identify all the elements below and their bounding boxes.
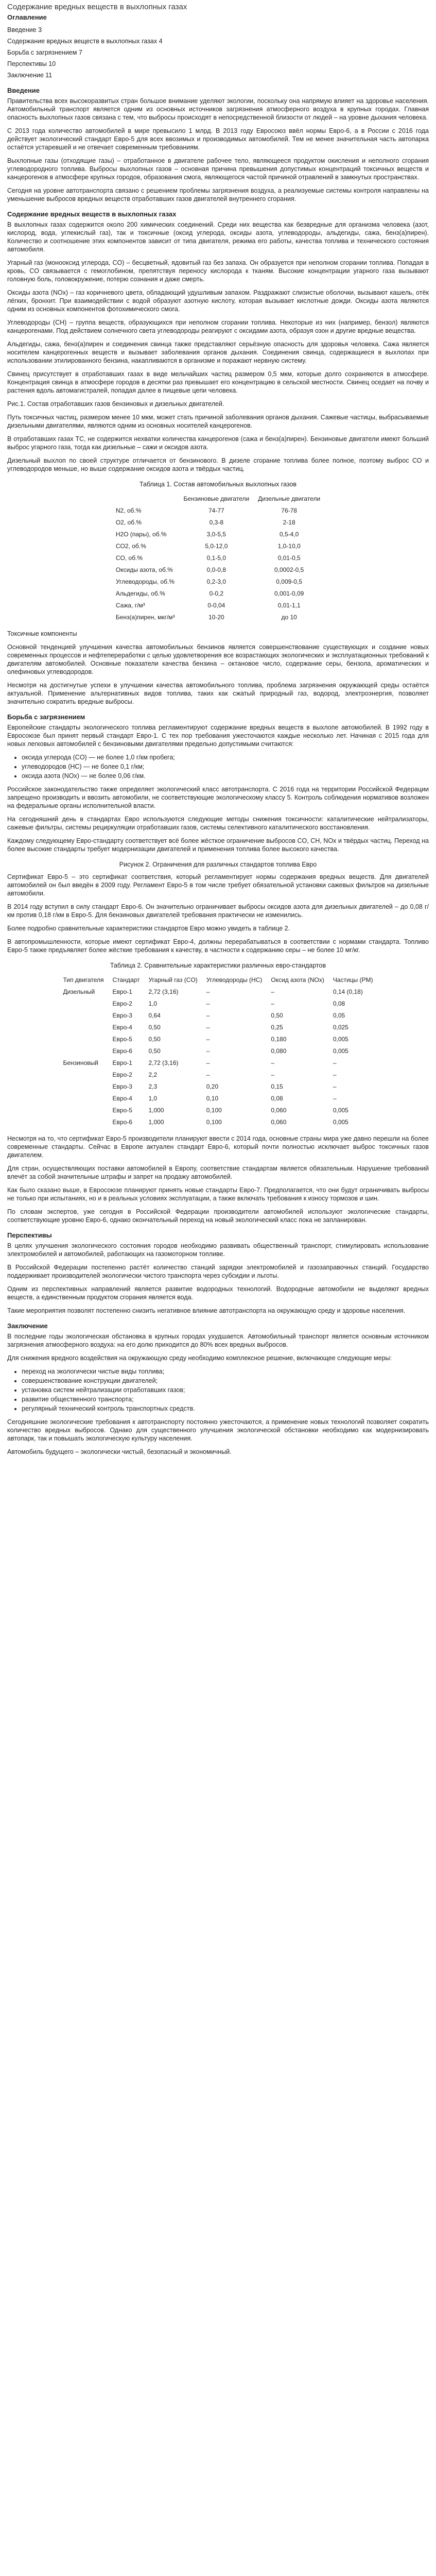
- table-cell: Бензиновый: [59, 1057, 108, 1069]
- table-cell: 74-77: [179, 505, 254, 517]
- table-cell: 0,005: [328, 1116, 377, 1128]
- paragraph: Каждому следующему Евро-стандарту соответствует всё более жёсткое ограничение выбросов CO, CH, NOx и твёрдых частиц. Переход на более высокие стандарты требует модернизации двигателей и применения топлива более высокого качества.: [7, 837, 429, 853]
- toc-link-content[interactable]: Содержание вредных веществ в выхлопных газах 4: [7, 38, 163, 45]
- paragraph: Сегодня на уровне автотранспорта связано с решением проблемы загрязнения воздуха, а реализуемые системы контроля направлены на уменьшение выбросов вредных веществ отработавших газов двигателей внутреннего сгорания.: [7, 187, 429, 202]
- table-row: [111, 505, 324, 517]
- figure-caption-2: Рисунок 2. Ограничения для различных стандартов топлива Евро: [119, 861, 317, 868]
- table-cell: 2,72 (3,16): [144, 986, 202, 998]
- table-header-cell: Стандарт: [108, 974, 144, 986]
- table-cell: 1,0: [144, 998, 202, 1010]
- toc-link-conclusion[interactable]: Заключение 11: [7, 72, 53, 79]
- paragraph: Такие мероприятия позволят постепенно снизить негативное влияние автотранспорта на окружающую среду и здоровье населения.: [7, 1307, 406, 1314]
- table-cell: –: [202, 1057, 267, 1069]
- paragraph: Оксиды азота (NOx) – газ коричневого цвета, обладающий удушливым запахом. Раздражают слизистые оболочки, вызывают кашель, отёк лёгких, бронхит. При взаимодействии с водой образуют азотную кислоту, которая вызывает кислотные дожди. Оксиды азота являются одним из основных компонентов фотохимического смога.: [7, 289, 429, 313]
- paragraph: Правительства всех высокоразвитых стран большое внимание уделяют экологии, поскольку она напрямую влияет на здоровье населения. Автомобильный транспорт является одним из основных источников загрязнения атмосферного воздуха в крупных городах. Главная опасность выхлопных газов связана с тем, что выбросы происходят в непосредственной близости от людей – на уровне дыхания человека.: [7, 97, 429, 121]
- table-cell: 0,100: [202, 1116, 267, 1128]
- table-header-cell: Частицы (PM): [328, 974, 377, 986]
- table-row: [59, 1010, 377, 1022]
- table-cell: Дизельный: [59, 986, 108, 998]
- table-cell: –: [202, 1022, 267, 1033]
- table-cell: 2,3: [144, 1081, 202, 1093]
- table-cell: 0,1-5,0: [179, 552, 254, 564]
- toc-link-intro[interactable]: Введение 3: [7, 26, 42, 33]
- paragraph: Как было сказано выше, в Евросоюзе планируют принять новые стандарты Евро-7. Предполагается, что они будут ограничивать выбросы не только при испытаниях, но и в реальных условиях эксплуатации, а также включать требования к износу тормозов и шин.: [7, 1187, 429, 1202]
- paragraph: Свинец присутствует в отработавших газах в виде мельчайших частиц размером 0,5 мкм, которые долго сохраняются в атмосфере. Концентрация свинца в атмосфере городов в десятки раз превышает его концентрацию в сельской местности. Свинец оседает на почву и растения вдоль автомагистралей, попадая далее в пищевые цепи человека.: [7, 370, 429, 394]
- figure-caption-1: Рис.1. Состав отработавших газов бензиновых и дизельных двигателей.: [7, 400, 224, 408]
- table-cell: 0,50: [144, 1022, 202, 1033]
- measures-list: [7, 1367, 429, 1413]
- table-row: [59, 1069, 377, 1081]
- list-item: • совершенствование конструкции двигателей;: [22, 1377, 429, 1385]
- table-of-contents: [7, 26, 429, 79]
- table-cell: –: [202, 1069, 267, 1081]
- table-note: Токсичные компоненты: [7, 630, 77, 637]
- paragraph: В Российской Федерации постепенно растёт количество станций зарядки электромобилей и газозаправочных станций. Государство поддерживает производителей экологически чистого транспорта через субсидии и льготы.: [7, 1264, 429, 1279]
- paragraph: По словам экспертов, уже сегодня в Российской Федерации производители автомобилей используют экологические стандарты, соответствующие уровню Евро-6, однако окончательный переход на новый экологический класс пока не запланирован.: [7, 1208, 429, 1224]
- table-cell: –: [202, 1045, 267, 1057]
- paragraph: Для стран, осуществляющих поставки автомобилей в Европу, соответствие стандартам является обязательным. Нарушение требований влечёт за собой значительные штрафы и запрет на продажу автомобилей.: [7, 1165, 429, 1180]
- table-cell: 1,0-10,0: [254, 540, 325, 552]
- list-item: • углеводородов (HC) — не более 0,1 г/км;: [22, 762, 429, 771]
- paragraph: Российское законодательство также определяет экологический класс автотранспорта. С 2016 года на территории Российской Федерации запрещено производить и ввозить автомобили, не соответствующие экологическому классу 5. Контроль соблюдения нормативов возложен на федеральные органы исполнительной власти.: [7, 786, 429, 809]
- table-row: [59, 1022, 377, 1033]
- table-cell: [59, 1033, 108, 1045]
- table-row: [111, 517, 324, 529]
- table-row: [59, 1116, 377, 1128]
- table-row: [59, 1081, 377, 1093]
- table-cell: [59, 1045, 108, 1057]
- table-cell: Евро-5: [108, 1033, 144, 1045]
- table-cell: CO2, об.%: [111, 540, 179, 552]
- paragraph: Дизельный выхлоп по своей структуре отличается от бензинового. В дизеле сгорание топлива более полное, поэтому выброс СО и углеводородов меньше, но выше содержание оксидов азота и твёрдых частиц.: [7, 457, 429, 472]
- table-cell: 0,025: [328, 1022, 377, 1033]
- exhaust-composition-table: [111, 493, 325, 623]
- paragraph: Сертификат Евро-5 – это сертификат соответствия, который регламентирует нормы содержания вредных веществ. Для двигателей автомобилей он был введён в 2009 году. Регламент Евро-5 в том числе требует обязательной установки сажевых фильтров на дизельные автомобили.: [7, 873, 429, 897]
- list-item: • регулярный технический контроль транспортных средств.: [22, 1404, 429, 1413]
- table-cell: 1,000: [144, 1105, 202, 1116]
- table-header-cell: Бензиновые двигатели: [179, 493, 254, 505]
- list-item: • оксида углерода (CO) — не более 1,0 г/км пробега;: [22, 753, 429, 761]
- paragraph: В последние годы экологическая обстановка в крупных городах ухудшается. Автомобильный транспорт является основным источником загрязнения атмосферного воздуха: на его долю приходится до 80% всех вредных выбросов.: [7, 1333, 429, 1348]
- table-cell: 0,005: [328, 1105, 377, 1116]
- table-cell: 0,01-1,1: [254, 600, 325, 612]
- table-cell: до 10: [254, 612, 325, 623]
- table-cell: 0,05: [328, 1010, 377, 1022]
- table-row: [111, 588, 324, 600]
- table-row: [59, 1105, 377, 1116]
- table-cell: 0,3-8: [179, 517, 254, 529]
- section-heading-prospects: Перспективы: [7, 1231, 52, 1239]
- table-cell: Евро-6: [108, 1116, 144, 1128]
- table-cell: Евро-2: [108, 1069, 144, 1081]
- paragraph: Для снижения вредного воздействия на окружающую среду необходимо комплексное решение, включающее следующие меры:: [7, 1354, 392, 1362]
- paragraph: Более подробно сравнительные характеристики стандартов Евро можно увидеть в таблице 2.: [7, 925, 290, 932]
- table-row: [59, 1033, 377, 1045]
- table-cell: Евро-3: [108, 1010, 144, 1022]
- table-cell: [59, 1105, 108, 1116]
- table-cell: 0,50: [144, 1033, 202, 1045]
- table-row: [59, 1045, 377, 1057]
- table-cell: 0-0,04: [179, 600, 254, 612]
- table-cell: 0,005: [328, 1045, 377, 1057]
- table-cell: 1,000: [144, 1116, 202, 1128]
- table-cell: Сажа, г/м³: [111, 600, 179, 612]
- table-cell: –: [267, 998, 328, 1010]
- table-row: [111, 576, 324, 588]
- table-header-cell: [111, 493, 179, 505]
- table-caption-2: Таблица 2. Сравнительные характеристики различных евро-стандартов: [110, 962, 326, 969]
- section-heading-content: Содержание вредных веществ в выхлопных газах: [7, 210, 177, 218]
- table-cell: 0,060: [267, 1105, 328, 1116]
- table-cell: 0,005: [328, 1033, 377, 1045]
- toc-heading: Оглавление: [7, 13, 47, 21]
- table-cell: [59, 998, 108, 1010]
- table-row: [111, 552, 324, 564]
- paragraph: Угарный газ (монооксид углерода, CO) – бесцветный, ядовитый газ без запаха. Он образуется при неполном сгорании топлива. Попадая в кровь, CO связывается с гемоглобином, препятствуя переносу кислорода к тканям. Высокие концентрации угарного газа вызывают головную боль, головокружение, потерю сознания и даже смерть.: [7, 259, 429, 283]
- paragraph: Европейские стандарты экологического топлива регламентируют содержание вредных веществ в выхлопе автомобилей. В 1992 году в Евросоюзе был принят первый стандарт Евро-1. С тех пор требования ужесточаются каждые несколько лет. Начиная с 2015 года для новых легковых автомобилей с бензиновыми двигателями предельно допустимыми считаются:: [7, 724, 429, 748]
- table-cell: Евро-4: [108, 1093, 144, 1105]
- table-cell: CO, об.%: [111, 552, 179, 564]
- table-cell: 0,25: [267, 1022, 328, 1033]
- paragraph: Сегодняшние экологические требования к автотранспорту постоянно ужесточаются, а применение новых технологий позволяет сократить количество вредных выбросов. Однако для существенного улучшения экологической обстановки необходимо как модернизировать автопарк, так и повышать экологическую культуру населения.: [7, 1418, 429, 1442]
- table-cell: 0,08: [328, 998, 377, 1010]
- table-cell: 2,2: [144, 1069, 202, 1081]
- table-cell: 0,060: [267, 1116, 328, 1128]
- table-cell: [59, 1069, 108, 1081]
- table-row: [59, 1057, 377, 1069]
- paragraph: Углеводороды (CH) – группа веществ, образующихся при неполном сгорании топлива. Некоторые из них (например, бензол) являются канцерогенами. Под действием солнечного света углеводороды реагируют с оксидами азота, образуя озон и другие вредные вещества.: [7, 319, 429, 334]
- table-caption-1: Таблица 1. Состав автомобильных выхлопных газов: [139, 481, 297, 488]
- table-cell: –: [328, 1069, 377, 1081]
- table-cell: Евро-6: [108, 1045, 144, 1057]
- table-cell: Евро-2: [108, 998, 144, 1010]
- paragraph: Автомобиль будущего – экологически чистый, безопасный и экономичный.: [7, 1448, 232, 1455]
- table-cell: [59, 1022, 108, 1033]
- paragraph: Выхлопные газы (отходящие газы) – отработанное в двигателе рабочее тело, являющееся продуктом окисления и неполного сгорания углеводородного топлива. Выбросы выхлопных газов – основная причина превышения допустимых концентраций токсичных веществ и канцерогенов в атмосфере крупных городов, образования смога, являющегося частой причиной отравлений в замкнутых пространствах.: [7, 157, 429, 181]
- section-heading-fight: Борьба с загрязнением: [7, 713, 85, 721]
- table-cell: 0,08: [267, 1093, 328, 1105]
- table-cell: 0-0,2: [179, 588, 254, 600]
- table-cell: 0,0002-0,5: [254, 564, 325, 576]
- table-header-row: [111, 493, 324, 505]
- table-cell: 0,50: [267, 1010, 328, 1022]
- paragraph: С 2013 года количество автомобилей в мире превысило 1 млрд. В 2013 году Евросоюз ввёл нормы Евро-6, а в России с 2016 года действует экологический стандарт Евро-5 для всех ввозимых и производимых автомобилей. Тем не менее значительная часть автопарка остаётся устаревшей и не отвечает современным требованиям.: [7, 127, 429, 151]
- table-cell: 0,100: [202, 1105, 267, 1116]
- table-cell: Оксиды азота, об.%: [111, 564, 179, 576]
- table-header-cell: Углеводороды (HC): [202, 974, 267, 986]
- table-cell: 0,15: [267, 1081, 328, 1093]
- list-item: • развитие общественного транспорта;: [22, 1395, 429, 1403]
- paragraph: Основной тенденцией улучшения качества автомобильных бензинов является совершенствование существующих и создание новых современных процессов и нефтепереработки с целью удовлетворения все возрастающих экологических и эксплуатационных требований к двигателям автомобилей. Основные показатели качества бензина – октановое число, содержание серы, бензола, ароматических и олефиновых углеводородов.: [7, 643, 429, 675]
- table-cell: 5,0-12,0: [179, 540, 254, 552]
- table-cell: 0,2-3,0: [179, 576, 254, 588]
- table-cell: [59, 1093, 108, 1105]
- toc-link-prospects[interactable]: Перспективы 10: [7, 60, 56, 67]
- document-title: Содержание вредных веществ в выхлопных газах: [7, 3, 187, 11]
- table-row: [59, 986, 377, 998]
- table-cell: –: [328, 1093, 377, 1105]
- table-cell: 0,50: [144, 1045, 202, 1057]
- table-cell: Евро-4: [108, 1022, 144, 1033]
- table-row: [59, 1093, 377, 1105]
- table-cell: 76-78: [254, 505, 325, 517]
- paragraph: Несмотря на то, что сертификат Евро-5 производители планируют ввести с 2014 года, основные страны мира уже давно перешли на более современные стандарты. Сейчас в Европе актуален стандарт Евро-6, который почти полностью исключает выброс токсичных газов двигателем.: [7, 1135, 429, 1159]
- table-cell: 0,080: [267, 1045, 328, 1057]
- table-cell: –: [328, 1057, 377, 1069]
- toc-link-fight[interactable]: Борьба с загрязнением 7: [7, 49, 82, 56]
- paragraph: Путь токсичных частиц, размером менее 10 мкм, может стать причиной заболевания органов дыхания. Сажевые частицы, выбрасываемые дизельными двигателями, являются одним из основных носителей канцерогенов.: [7, 414, 429, 429]
- paragraph: Альдегиды, сажа, бенз(а)пирен и соединения свинца также представляют серьёзную опасность для здоровья человека. Сажа является носителем канцерогенных веществ и вызывает заболевания органов дыхания. Соединения свинца, содержащиеся в выхлопах при использовании этилированного бензина, накапливаются в организме и поражают нервную систему.: [7, 341, 429, 364]
- table-cell: 0,5-4,0: [254, 529, 325, 540]
- table-cell: 0,64: [144, 1010, 202, 1022]
- table-cell: [59, 1010, 108, 1022]
- table-cell: –: [267, 1057, 328, 1069]
- table-cell: Углеводороды, об.%: [111, 576, 179, 588]
- table-cell: 0,20: [202, 1081, 267, 1093]
- table-cell: [59, 1081, 108, 1093]
- table-cell: N2, об.%: [111, 505, 179, 517]
- table-cell: O2, об.%: [111, 517, 179, 529]
- paragraph: Одним из перспективных направлений является развитие водородных технологий. Водородные автомобили не выделяют вредных веществ, а единственным продуктом сгорания является вода.: [7, 1285, 429, 1301]
- section-heading-conclusion: Заключение: [7, 1322, 48, 1330]
- table-cell: 1,0: [144, 1093, 202, 1105]
- paragraph: В целях улучшения экологического состояния городов необходимо развивать общественный транспорт, стимулировать использование электромобилей и автомобилей, работающих на газомоторном топливе.: [7, 1242, 429, 1258]
- table-cell: –: [202, 986, 267, 998]
- emission-limits-list: [7, 753, 429, 780]
- paragraph: На сегодняшний день в стандартах Евро используются следующие методы снижения токсичности: каталитические нейтрализаторы, сажевые фильтры, системы рециркуляции отработавших газов, системы селективного каталитического восстановления.: [7, 816, 429, 831]
- table-cell: –: [202, 1033, 267, 1045]
- table-cell: 0,180: [267, 1033, 328, 1045]
- list-item: • установка систем нейтрализации отработавших газов;: [22, 1386, 429, 1394]
- table-header-cell: Тип двигателя: [59, 974, 108, 986]
- table-cell: Евро-1: [108, 1057, 144, 1069]
- table-cell: Евро-1: [108, 986, 144, 998]
- list-item: • оксида азота (NOx) — не более 0,06 г/км.: [22, 772, 429, 780]
- table-cell: H2O (пары), об.%: [111, 529, 179, 540]
- table-cell: 10-20: [179, 612, 254, 623]
- table-header-cell: Дизельные двигатели: [254, 493, 325, 505]
- euro-standards-table: [58, 974, 377, 1128]
- table-row: [111, 564, 324, 576]
- table-cell: Евро-5: [108, 1105, 144, 1116]
- table-row: [59, 998, 377, 1010]
- table-cell: 0,01-0,5: [254, 552, 325, 564]
- table-cell: Альдегиды, об.%: [111, 588, 179, 600]
- paragraph: В выхлопных газах содержится около 200 химических соединений. Среди них вещества как безвредные для организма человека (азот, кислород, вода, углекислый газ), так и токсичные (оксид углерода, оксиды азота, углеводороды, альдегиды, сажа, бенз(а)пирен). Количество и соотношение этих компонентов зависит от типа двигателя, режима его работы, качества топлива и технического состояния автомобиля.: [7, 221, 429, 253]
- paragraph: В отработавших газах ТС, не содержится нехватки количества канцерогенов (сажа и бенз(а)пирен). Бензиновые двигатели имеют больший выброс угарного газа, тогда как дизельные – сажи и оксидов азота.: [7, 435, 429, 451]
- table-cell: Евро-3: [108, 1081, 144, 1093]
- paragraph: В автопромышленности, которые имеют сертификат Евро-4, должны перерабатываться в соответствии с нормами стандарта. Топливо Евро-5 также предъявляет более жёсткие требования к качеству, в частности к содержанию серы – не более 10 мг/кг.: [7, 938, 429, 954]
- table-cell: 0,001-0,09: [254, 588, 325, 600]
- table-row: [111, 600, 324, 612]
- table-header-cell: Угарный газ (CO): [144, 974, 202, 986]
- table-header-row: [59, 974, 377, 986]
- table-cell: –: [328, 1081, 377, 1093]
- table-cell: Бенз(а)пирен, мкг/м³: [111, 612, 179, 623]
- section-heading-intro: Введение: [7, 87, 40, 94]
- table-cell: –: [202, 1010, 267, 1022]
- paragraph: Несмотря на достигнутые успехи в улучшении качества автомобильного топлива, проблема загрязнения окружающей среды остаётся актуальной. Применение альтернативных видов топлива, таких как сжатый природный газ, водород, электроэнергия, позволяет значительно сократить вредные выбросы.: [7, 682, 429, 705]
- table-row: [111, 529, 324, 540]
- table-cell: [59, 1116, 108, 1128]
- table-cell: 3,0-5,5: [179, 529, 254, 540]
- table-cell: –: [267, 1069, 328, 1081]
- table-cell: 0,009-0,5: [254, 576, 325, 588]
- list-item: • переход на экологически чистые виды топлива;: [22, 1367, 429, 1376]
- table-cell: 2,72 (3,16): [144, 1057, 202, 1069]
- table-cell: –: [267, 986, 328, 998]
- table-cell: 0,10: [202, 1093, 267, 1105]
- table-cell: –: [202, 998, 267, 1010]
- table-header-cell: Оксид азота (NOx): [267, 974, 328, 986]
- table-row: [111, 540, 324, 552]
- table-cell: 0,0-0,8: [179, 564, 254, 576]
- table-cell: 2-18: [254, 517, 325, 529]
- table-row: [111, 612, 324, 623]
- paragraph: В 2014 году вступил в силу стандарт Евро-6. Он значительно ограничивает выбросы оксидов азота для дизельных двигателей – до 0,08 г/км против 0,18 г/км в Евро-5. Для бензиновых двигателей требования практически не изменились.: [7, 903, 429, 919]
- table-cell: 0,14 (0,18): [328, 986, 377, 998]
